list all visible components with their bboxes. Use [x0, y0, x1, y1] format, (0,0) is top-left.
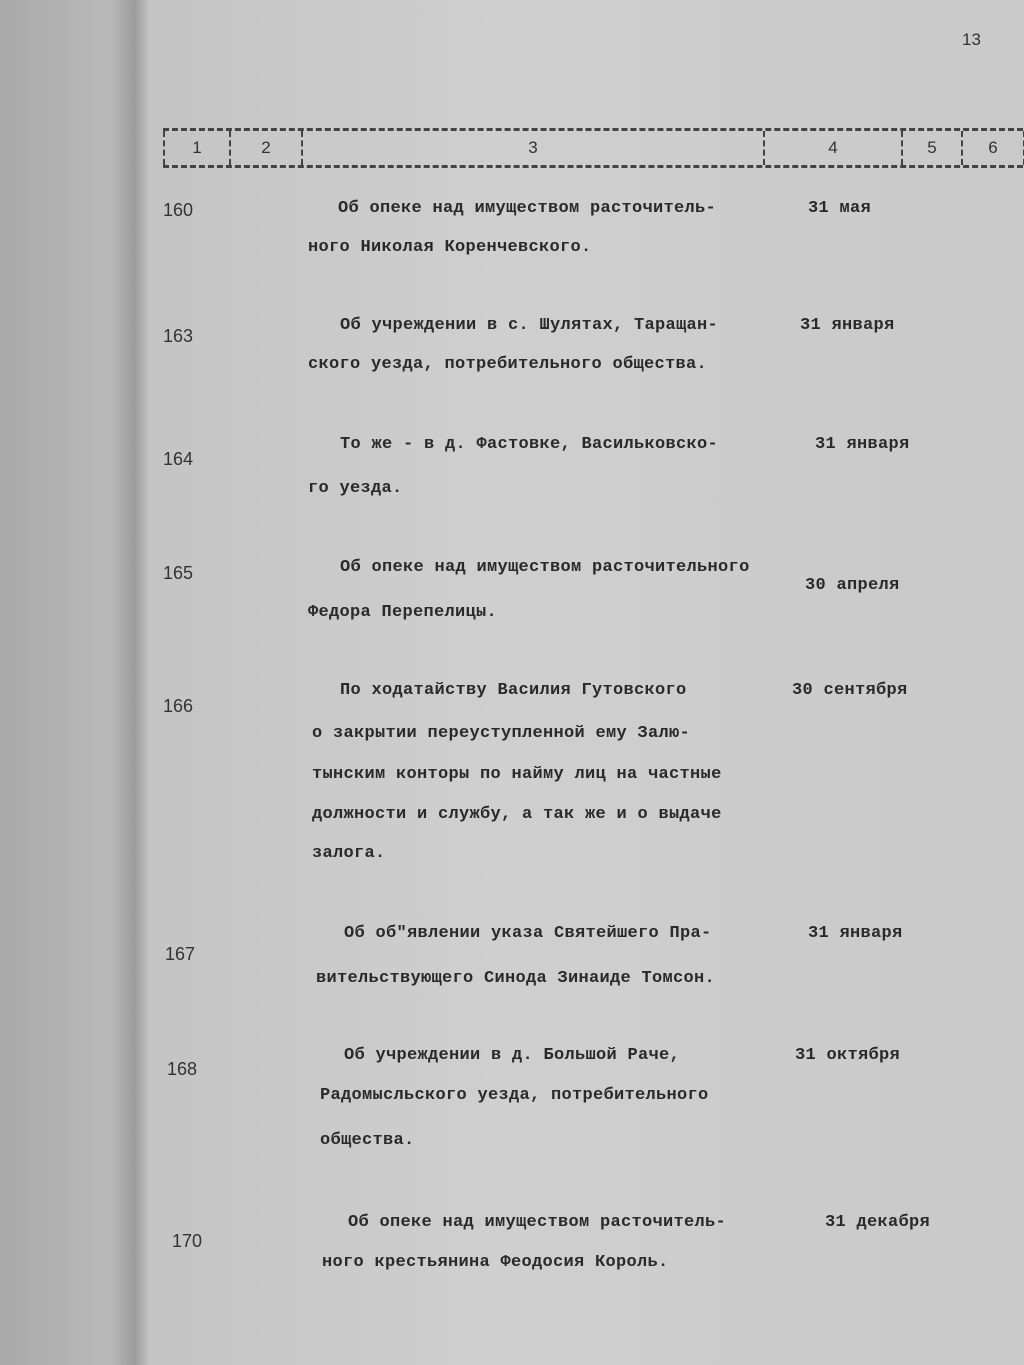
header-col-1: 1 — [163, 131, 229, 165]
header-col-6: 6 — [961, 131, 1024, 165]
entry-text-line: должности и службу, а так же и о выдаче — [312, 805, 722, 824]
entry-date: 31 января — [800, 316, 895, 335]
entry-text-line: Об опеке над имуществом расточитель- — [348, 1213, 727, 1232]
entry-date: 31 октября — [795, 1046, 901, 1065]
entry-text-line: Об учреждении в д. Большой Раче, — [344, 1046, 681, 1065]
entry-text-line: ного крестьянина Феодосия Король. — [322, 1253, 669, 1272]
entry-number: 165 — [163, 563, 194, 583]
entry-text-line: общества. — [320, 1131, 415, 1150]
entry-number: 167 — [165, 944, 196, 964]
entry-date: 30 сентября — [792, 681, 908, 700]
entry-text-line: Об опеке над имуществом расточительного — [340, 558, 750, 577]
entry-date: 31 декабря — [825, 1213, 931, 1232]
header-col-4: 4 — [763, 131, 901, 165]
entry-text-line: ного Николая Коренчевского. — [308, 238, 592, 257]
entry-text-line: Об учреждении в с. Шулятах, Таращан- — [340, 316, 719, 335]
entry-number: 168 — [167, 1059, 198, 1079]
header-col-2: 2 — [229, 131, 301, 165]
entry-text-line: Федора Перепелицы. — [308, 603, 498, 622]
header-col-5: 5 — [901, 131, 961, 165]
entry-date: 31 января — [815, 435, 910, 454]
entry-text-line: о закрытии переуступленной ему Залю- — [312, 724, 691, 743]
entry-date: 31 января — [808, 924, 903, 943]
entry-text-line: ского уезда, потребительного общества. — [308, 355, 708, 374]
entry-number: 170 — [172, 1231, 203, 1251]
entry-text-line: То же - в д. Фастовке, Васильковско- — [340, 435, 719, 454]
entry-text-line: Об об"явлении указа Святейшего Пра- — [344, 924, 712, 943]
entry-text-line: тынским конторы по найму лиц на частные — [312, 765, 722, 784]
entry-number: 166 — [163, 696, 194, 716]
table-header — [163, 128, 1023, 168]
entry-text-line: По ходатайству Василия Гутовского — [340, 681, 687, 700]
entry-text-line: залога. — [312, 844, 386, 863]
entry-text-line: Об опеке над имуществом расточитель- — [338, 199, 717, 218]
entry-number: 164 — [163, 449, 194, 469]
page-number: 13 — [962, 30, 981, 49]
entry-text-line: го уезда. — [308, 479, 403, 498]
entry-text-line: Радомысльского уезда, потребительного — [320, 1086, 709, 1105]
entry-date: 31 мая — [808, 199, 872, 218]
entry-date: 30 апреля — [805, 576, 900, 595]
entry-number: 160 — [163, 200, 194, 220]
entry-number: 163 — [163, 326, 194, 346]
entry-text-line: вительствующего Синода Зинаиде Томсон. — [316, 969, 716, 988]
header-col-3: 3 — [301, 131, 763, 165]
